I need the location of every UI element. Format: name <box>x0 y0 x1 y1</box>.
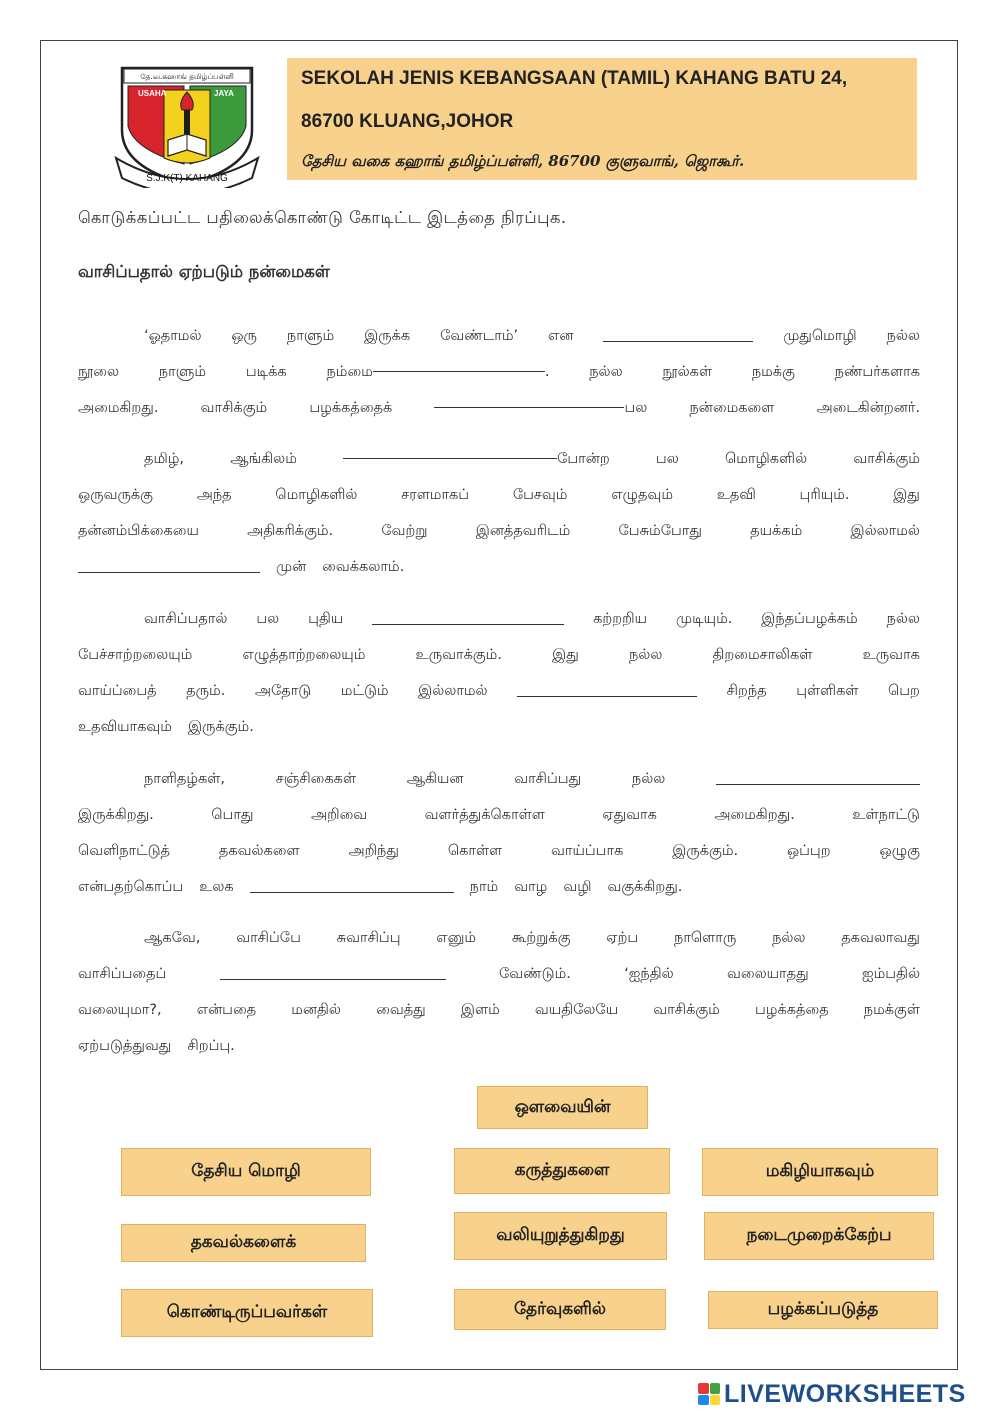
paragraph-2 <box>78 433 920 577</box>
passage-word: பேசும்போது <box>618 523 702 539</box>
passage-word: பேச்சாற்றலையும் <box>78 647 193 663</box>
blank-3[interactable] <box>434 406 624 408</box>
school-crest-logo <box>112 60 262 188</box>
blank-9[interactable] <box>250 891 454 893</box>
passage-word: வாசிக்கும் <box>653 1002 720 1018</box>
passage-word: நல்ல <box>886 611 920 627</box>
passage-word: மனதில் <box>291 1002 341 1018</box>
passage-line <box>78 701 920 737</box>
passage-word: உதவி <box>716 487 756 503</box>
passage-word: புரியும். <box>799 487 850 503</box>
answer-chip-9[interactable]: தேர்வுகளில் <box>454 1289 666 1330</box>
passage-word: உருவாக்கும். <box>415 647 502 663</box>
passage-word: ஒருவருக்கு <box>78 487 153 503</box>
passage-line <box>78 753 920 789</box>
passage-line <box>78 825 920 861</box>
passage-word <box>434 400 647 418</box>
passage-word: கொள்ள <box>447 843 503 859</box>
passage-word: கற்றறிய <box>593 611 648 627</box>
passage-word: பல <box>655 451 679 467</box>
liveworksheets-brand[interactable] <box>698 1379 966 1409</box>
passage-word: என <box>548 328 574 344</box>
passage-word <box>326 364 549 382</box>
passage-word: நாளும் <box>158 364 207 380</box>
passage-word: நல்ல <box>589 364 623 380</box>
passage-word: மொழிகளில் <box>275 487 358 503</box>
liveworksheets-logo-icon <box>698 1383 720 1405</box>
passage-word: ஏற்ப <box>606 930 639 946</box>
passage-word: வாசிப்பே <box>236 930 301 946</box>
liveworksheets-wordmark: LIVEWORKSHEETS <box>724 1379 966 1408</box>
passage-word: அமைகிறது. <box>78 400 159 416</box>
passage-word: வைக்கலாம். <box>322 559 405 575</box>
school-name-tamil: தேசிய வகை கஹாங் தமிழ்ப்பள்ளி, 86700 குளுவாங், ஜொகூர். <box>301 152 745 170</box>
passage-word: முன் <box>276 559 307 575</box>
blank-1[interactable] <box>603 340 753 342</box>
passage-word: என்பதற்கொப்ப <box>78 879 184 895</box>
passage-word: சஞ்சிகைகள் <box>275 771 357 787</box>
passage-word: நல்ல <box>628 647 663 663</box>
passage-word: மொழிகளில் <box>724 451 808 467</box>
blank-8[interactable] <box>716 783 920 785</box>
passage-word: வெளிநாட்டுத் <box>78 843 170 859</box>
answer-chip-7[interactable]: நடைமுறைக்கேற்ப <box>704 1212 934 1260</box>
passage-word: ஒழுகு <box>879 843 920 859</box>
paragraph-4 <box>78 753 920 897</box>
blank-4[interactable] <box>343 457 557 459</box>
passage-line <box>78 382 920 418</box>
passage-word: இளம் <box>460 1002 500 1018</box>
passage-word: . <box>544 364 550 380</box>
passage-word: நாம் <box>469 879 499 895</box>
passage-word: வாசிக்கும் <box>853 451 920 467</box>
passage-word: வாசிப்பதைப் <box>78 966 167 982</box>
paragraph-3 <box>78 593 920 737</box>
passage-word: சிறந்த <box>726 683 767 699</box>
passage-word: தகவலாவது <box>841 930 920 946</box>
answer-chip-1[interactable]: ஒளவையின் <box>477 1086 648 1129</box>
passage-word: ஏதுவாக <box>602 807 657 823</box>
passage-word: எழுத்தாற்றலையும் <box>242 647 366 663</box>
passage-word: இது <box>552 647 579 663</box>
passage-word: நாளொரு <box>674 930 737 946</box>
passage-word: ஐம்பதில் <box>861 966 920 982</box>
passage-word: வளர்த்துக்கொள்ள <box>424 807 545 823</box>
passage-line <box>78 665 920 701</box>
passage-word: வலையாதது <box>726 966 809 982</box>
passage-word: ஆகியன <box>406 771 464 787</box>
passage-word: ஆங்கிலம் <box>230 451 297 467</box>
passage-word: நூல்கள் <box>662 364 713 380</box>
passage-word: என்பதை <box>196 1002 257 1018</box>
school-header-box <box>287 58 917 180</box>
passage-word: வாய்ப்பைத் <box>78 683 157 699</box>
answer-chip-4[interactable]: மகிழியாகவும் <box>702 1148 938 1196</box>
passage-word: நம்மை <box>326 364 373 380</box>
answer-chip-8[interactable]: கொண்டிருப்பவர்கள் <box>121 1289 373 1337</box>
passage-word: வாய்ப்பாக <box>551 843 624 859</box>
passage-word: ஏற்படுத்துவது <box>78 1038 172 1054</box>
crest-left-word: USAHA <box>138 89 167 98</box>
passage-word: வைத்து <box>376 1002 426 1018</box>
passage-word: வாசிப்பதால் <box>144 611 228 627</box>
passage-word: நல்ல <box>631 771 666 787</box>
passage-word: சரளமாகப் <box>401 487 470 503</box>
passage-word: அதோடு <box>254 683 312 699</box>
passage-word: வாழ <box>514 879 548 895</box>
passage-word: நூலை <box>78 364 119 380</box>
passage-word: அமைகிறது. <box>714 807 795 823</box>
passage-line <box>78 310 920 346</box>
passage-word: சிறப்பு. <box>187 1038 235 1054</box>
crest-right-word: JAYA <box>214 89 234 98</box>
passage-word: வாசிக்கும் <box>200 400 268 416</box>
passage-word: நண்பர்களாக <box>834 364 920 380</box>
passage-line <box>78 433 920 469</box>
passage-word: மட்டும் <box>340 683 389 699</box>
passage-word: பழக்கத்தைக் <box>309 400 393 416</box>
passage-word: முடியும். <box>676 611 733 627</box>
passage-line <box>78 469 920 505</box>
passage-word: வலையுமா?, <box>78 1002 162 1018</box>
passage-word: ஆகவே, <box>144 930 201 946</box>
answer-chip-10[interactable]: பழக்கப்படுத்த <box>708 1291 938 1329</box>
passage-word: பல <box>256 611 280 627</box>
passage-word: உலக <box>199 879 234 895</box>
passage-word: வகுக்கிறது. <box>607 879 683 895</box>
paragraph-1 <box>78 310 920 418</box>
passage-word: தரும். <box>186 683 226 699</box>
passage-word: இல்லாமல் <box>418 683 488 699</box>
passage-line <box>78 593 920 629</box>
passage-word: நல்ல <box>886 328 920 344</box>
passage-line <box>78 1020 920 1056</box>
passage-word: திறமைசாலிகள் <box>712 647 813 663</box>
passage-word: போன்ற <box>557 451 610 467</box>
passage-word: பேசவும் <box>512 487 568 503</box>
paragraph-5 <box>78 912 920 1056</box>
passage-word: எனும் <box>436 930 477 946</box>
passage-word: புள்ளிகள் <box>796 683 859 699</box>
passage-line <box>78 912 920 948</box>
passage-line <box>78 541 920 577</box>
passage-word: நல்ல <box>772 930 806 946</box>
passage-word: படிக்க <box>245 364 287 380</box>
passage-word: ஒப்புற <box>786 843 831 859</box>
passage-word: பொது <box>211 807 254 823</box>
passage-word: தகவல்களை <box>218 843 300 859</box>
passage-word: வேண்டாம்’ <box>440 328 519 344</box>
answer-chip-3[interactable]: கருத்துகளை <box>454 1148 670 1194</box>
passage-word: இருக்க <box>364 328 411 344</box>
passage-word: அடைகின்றனர். <box>816 400 920 416</box>
passage-word: அந்த <box>196 487 232 503</box>
passage-line <box>78 861 920 897</box>
passage-word: பல <box>624 400 648 416</box>
answer-chip-2[interactable]: தேசிய மொழி <box>121 1148 371 1196</box>
passage-line <box>78 505 920 541</box>
passage-word: நாளிதழ்கள், <box>144 771 225 787</box>
passage-line <box>78 984 920 1020</box>
passage-line <box>78 948 920 984</box>
passage-word: உள்நாட்டு <box>852 807 920 823</box>
passage-word: வேண்டும். <box>499 966 571 982</box>
passage-line <box>78 629 920 665</box>
passage-word: தயக்கம் <box>750 523 803 539</box>
passage-word: எழுதவும் <box>611 487 673 503</box>
passage-word: நாளும் <box>286 328 335 344</box>
school-name-line1: SEKOLAH JENIS KEBANGSAAN (TAMIL) KAHANG BATU 24, <box>301 68 848 89</box>
passage-word: இல்லாமல் <box>850 523 920 539</box>
passage-word: தமிழ், <box>144 451 184 467</box>
passage-line <box>78 789 920 825</box>
passage-word: உருவாக <box>862 647 920 663</box>
passage-word: இந்தப்பழக்கம் <box>761 611 858 627</box>
passage-word: இருக்கும். <box>672 843 739 859</box>
passage-line <box>78 346 920 382</box>
answer-chip-6[interactable]: வலியுறுத்துகிறது <box>454 1212 667 1260</box>
passage-title: வாசிப்பதால் ஏற்படும் நன்மைகள் <box>78 262 330 281</box>
crest-top-text: தே.வ.கஹாங் தமிழ்ப்பள்ளி <box>140 72 234 81</box>
instruction-text: கொடுக்கப்பட்ட பதிலைக்கொண்டு கோடிட்ட இடத்தை நிரப்புக. <box>78 208 567 227</box>
passage-word: ‘ஐந்தில் <box>624 966 674 982</box>
passage-word: வழி <box>563 879 592 895</box>
blank-6[interactable] <box>372 623 564 625</box>
blank-5[interactable] <box>78 571 260 573</box>
passage-word: ‘ஓதாமல் <box>144 328 202 344</box>
passage-word: இருக்கிறது. <box>78 807 154 823</box>
passage-word: வயதிலேயே <box>534 1002 619 1018</box>
passage-word: தன்னம்பிக்கையை <box>78 523 199 539</box>
passage-word: சுவாசிப்பு <box>336 930 401 946</box>
passage-word: பெற <box>887 683 920 699</box>
passage-word: பழக்கத்தை <box>755 1002 829 1018</box>
passage-word: வாசிப்பது <box>514 771 582 787</box>
passage-word: முதுமொழி <box>783 328 857 344</box>
passage-word: அறிவை <box>310 807 368 823</box>
passage-word: ஒரு <box>231 328 257 344</box>
passage-word: இனத்தவரிடம் <box>475 523 571 539</box>
blank-7[interactable] <box>517 695 697 697</box>
passage-word: அதிகரிக்கும். <box>247 523 334 539</box>
answer-chip-5[interactable]: தகவல்களைக் <box>121 1224 366 1262</box>
passage-word: நன்மைகளை <box>689 400 775 416</box>
passage-word: இருக்கும். <box>187 719 254 735</box>
passage-word: கூற்றுக்கு <box>511 930 571 946</box>
passage-word <box>343 451 610 469</box>
passage-word: நமக்குள் <box>863 1002 920 1018</box>
blank-10[interactable] <box>220 978 446 980</box>
passage-word: வேற்று <box>381 523 428 539</box>
passage-word: உதவியாகவும் <box>78 719 172 735</box>
school-name-line2: 86700 KLUANG,JOHOR <box>301 111 514 132</box>
passage-word: இது <box>893 487 920 503</box>
crest-ribbon-text: S.J.K(T) KAHANG <box>146 173 228 184</box>
passage-word: நமக்கு <box>751 364 795 380</box>
passage-word: புதிய <box>308 611 344 627</box>
blank-2[interactable] <box>373 370 545 372</box>
passage-word: அறிந்து <box>348 843 399 859</box>
